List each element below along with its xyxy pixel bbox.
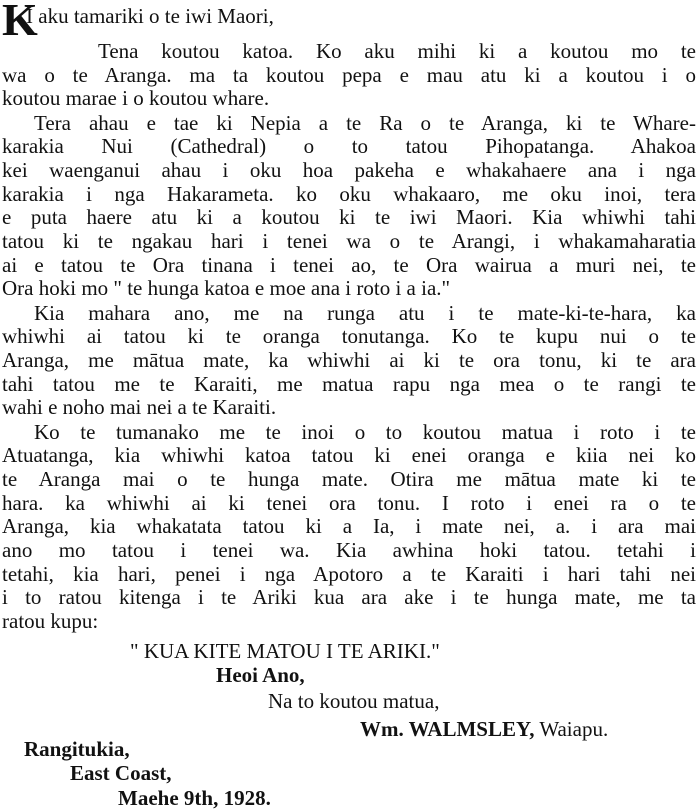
body-line: wahi e noho mai nei a te Karaiti.	[2, 395, 277, 419]
quote-line: " KUA KITE MATOU I TE ARIKI."	[130, 639, 440, 663]
body-line: tahi tatou me te Karaiti, me matua rapu nga mea o te rangi te	[2, 372, 696, 396]
body-line: ai e tatou te Ora tinana i tenei ao, te Ora wairua a muri nei, te	[2, 253, 696, 277]
closing-line: Heoi Ano,	[216, 663, 305, 687]
greeting-line: I aku tamariki o te iwi Maori,	[26, 4, 274, 28]
body-line: Ko te tumanako me te inoi o to koutou matua i roto i te	[34, 420, 696, 444]
body-line: Tena koutou katoa. Ko aku mihi ki a koutou mo te	[98, 39, 696, 63]
body-line: whiwhi ai tatou ki te oranga tonutanga. Ko te kupu nui o te	[2, 324, 696, 348]
body-line: hara. ka whiwhi ai ki tenei ora tonu. I roto i enei ra o te	[2, 491, 696, 515]
signature-place: Waiapu.	[539, 717, 609, 741]
address-line: East Coast,	[70, 761, 172, 785]
body-line: tetahi, kia hari, penei i nga Apotoro a te Karaiti i hari tahi nei	[2, 562, 696, 586]
body-line: Aranga, me mātua mate, ka whiwhi ai ki te ora tonu, ki te ara	[2, 348, 696, 372]
body-line: ano mo tatou i tenei wa. Kia awhina hoki tatou. tetahi i	[2, 538, 696, 562]
body-line: karakia Nui (Cathedral) o to tatou Pihopatanga. Ahakoa	[2, 134, 696, 158]
address-line: Rangitukia,	[24, 737, 130, 761]
body-line: te Aranga mai o te hunga mate. Otira me mātua mate ki te	[2, 467, 696, 491]
drop-cap: K	[2, 0, 38, 45]
signature-line	[360, 716, 608, 742]
body-line: Kia mahara ano, me na runga atu i te mate-ki-te-hara, ka	[34, 301, 696, 325]
body-line: koutou marae i o koutou whare.	[2, 86, 270, 110]
body-line: Tera ahau e tae ki Nepia a te Ra o te Aranga, ki te Whare-	[34, 111, 696, 135]
body-line: ratou kupu:	[2, 609, 99, 633]
body-line: wa o te Aranga. ma ta koutou pepa e mau atu ki a koutou i o	[2, 63, 696, 87]
body-line: tatou ki te ngakau hari i tenei wa o te Arangi, i whakamaharatia	[2, 229, 696, 253]
body-line: Aranga, kia whakatata tatou ki a Ia, i mate nei, a. i ara mai	[2, 514, 696, 538]
body-line: e puta haere atu ki a koutou ki te iwi Maori. Kia whiwhi tahi	[2, 205, 696, 229]
body-line: kei waenganui ahau i oku hoa pakeha e whakahaere ana i nga	[2, 158, 696, 182]
date-line: Maehe 9th, 1928.	[118, 786, 271, 810]
signoff-line: Na to koutou matua,	[268, 689, 440, 713]
body-line: Atuatanga, kia whiwhi katoa tatou ki enei oranga e kiia nei ko	[2, 443, 696, 467]
body-line: Ora hoki mo " te hunga katoa e moe ana i roto i a ia."	[2, 276, 451, 300]
signature-name: Wm. WALMSLEY,	[360, 717, 535, 741]
body-line: karakia i nga Hakarameta. ko oku whakaaro, me oku inoi, tera	[2, 182, 696, 206]
body-line: i to ratou kitenga i te Ariki kua ara ake i te hunga mate, me ta	[2, 585, 696, 609]
